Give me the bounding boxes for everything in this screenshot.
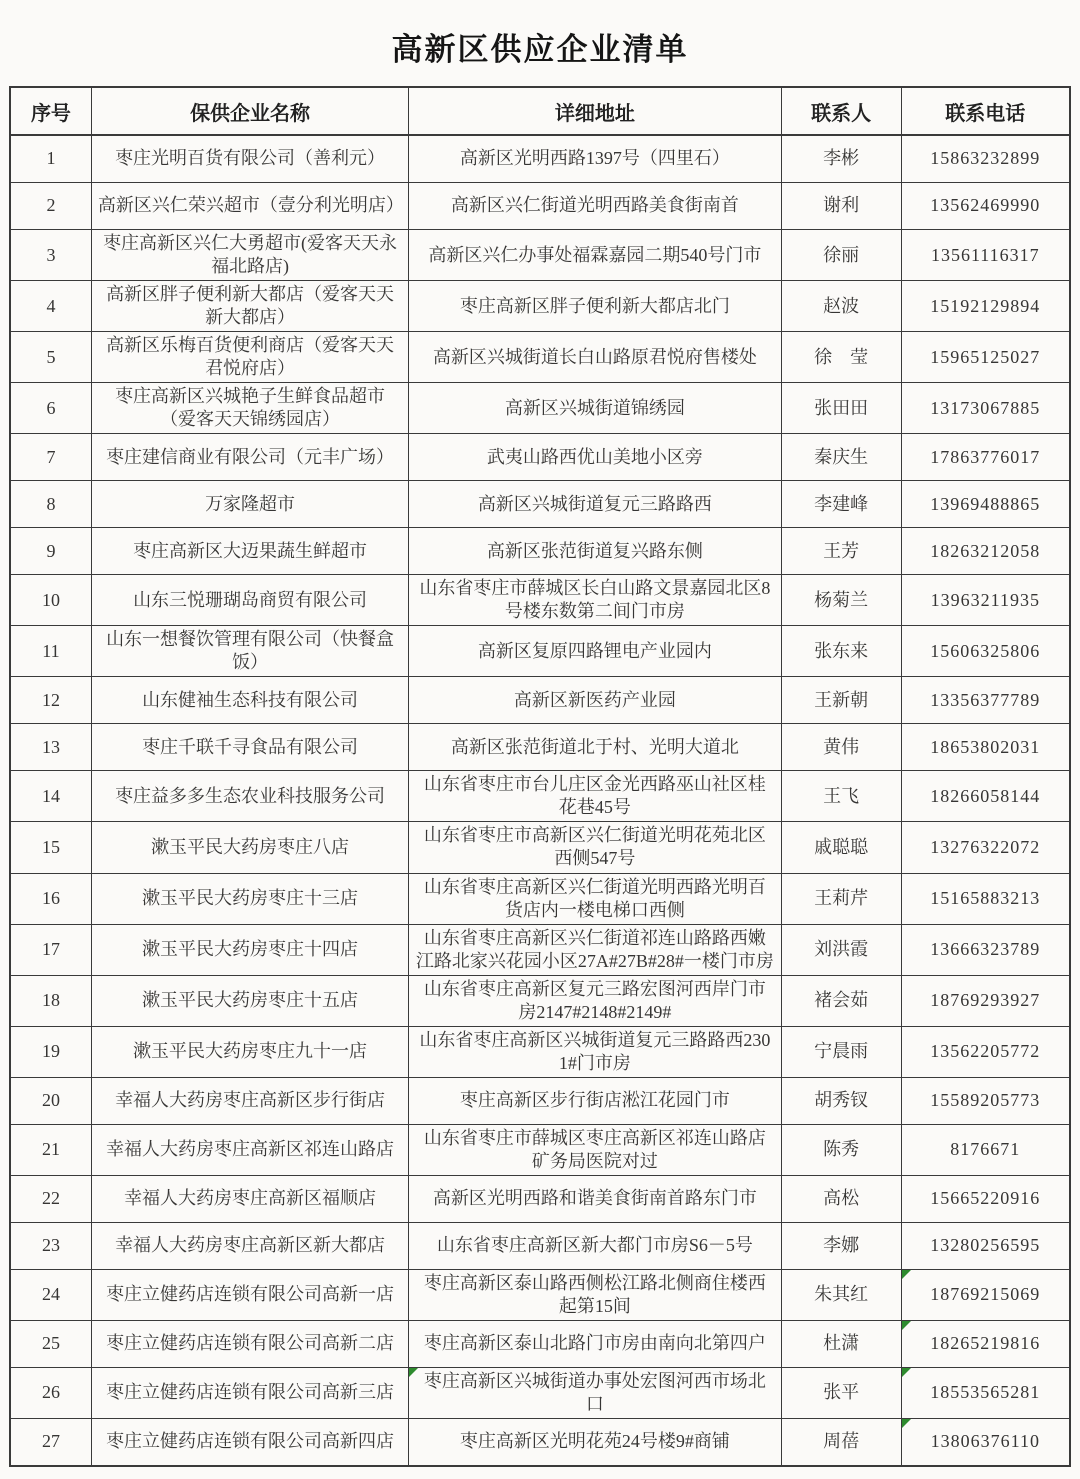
table-row bbox=[10, 873, 1070, 924]
address-cell: 高新区张范街道复兴路东侧 bbox=[409, 528, 781, 575]
phone-number-cell: 13562469990 bbox=[901, 183, 1070, 230]
table-row bbox=[10, 1222, 1070, 1269]
row-index-cell: 2 bbox=[10, 183, 91, 230]
table-row bbox=[10, 481, 1070, 528]
company-name-cell: 漱玉平民大药房枣庄十四店 bbox=[91, 924, 408, 975]
contact-name-cell: 赵波 bbox=[781, 281, 901, 332]
table-row bbox=[10, 677, 1070, 724]
company-name-cell: 漱玉平民大药房枣庄九十一店 bbox=[91, 1026, 408, 1077]
address-cell: 枣庄高新区光明花苑24号楼9#商铺 bbox=[409, 1418, 781, 1466]
phone-number-cell: 13963211935 bbox=[901, 575, 1070, 626]
phone-number-cell: 13806376110 bbox=[901, 1418, 1070, 1466]
phone-number-cell: 15665220916 bbox=[901, 1175, 1070, 1222]
supplier-table bbox=[9, 86, 1071, 1467]
company-name-cell: 幸福人大药房枣庄高新区祁连山路店 bbox=[91, 1124, 408, 1175]
header-row bbox=[10, 87, 1070, 135]
company-name-cell: 幸福人大药房枣庄高新区新大都店 bbox=[91, 1222, 408, 1269]
row-index-cell: 1 bbox=[10, 135, 91, 183]
contact-name-cell: 戚聪聪 bbox=[781, 822, 901, 873]
phone-number-cell: 13561116317 bbox=[901, 230, 1070, 281]
contact-name-cell: 张田田 bbox=[781, 383, 901, 434]
phone-number-cell: 17863776017 bbox=[901, 434, 1070, 481]
company-name-cell: 幸福人大药房枣庄高新区福顺店 bbox=[91, 1175, 408, 1222]
col-header-phone: 联系电话 bbox=[901, 87, 1070, 135]
table-row bbox=[10, 724, 1070, 771]
table-row bbox=[10, 1418, 1070, 1466]
phone-number-cell: 15165883213 bbox=[901, 873, 1070, 924]
row-index-cell: 24 bbox=[10, 1269, 91, 1320]
contact-name-cell: 徐 莹 bbox=[781, 332, 901, 383]
phone-number-cell: 13280256595 bbox=[901, 1222, 1070, 1269]
company-name-cell: 枣庄光明百货有限公司（善利元） bbox=[91, 135, 408, 183]
phone-number-cell: 18263212058 bbox=[901, 528, 1070, 575]
company-name-cell: 高新区胖子便利新大都店（爱客天天新大都店） bbox=[91, 281, 408, 332]
row-index-cell: 15 bbox=[10, 822, 91, 873]
row-index-cell: 3 bbox=[10, 230, 91, 281]
contact-name-cell: 王莉芹 bbox=[781, 873, 901, 924]
phone-number-cell: 15606325806 bbox=[901, 626, 1070, 677]
table-row bbox=[10, 1320, 1070, 1367]
row-index-cell: 27 bbox=[10, 1418, 91, 1466]
address-cell: 山东省枣庄高新区复元三路宏图河西岸门市房2147#2148#2149# bbox=[409, 975, 781, 1026]
company-name-cell: 山东一想餐饮管理有限公司（快餐盒饭） bbox=[91, 626, 408, 677]
table-row bbox=[10, 1367, 1070, 1418]
address-cell: 山东省枣庄高新区新大都门市房S6－5号 bbox=[409, 1222, 781, 1269]
table-row bbox=[10, 528, 1070, 575]
contact-name-cell: 周蓓 bbox=[781, 1418, 901, 1466]
company-name-cell: 枣庄建信商业有限公司（元丰广场） bbox=[91, 434, 408, 481]
table-row bbox=[10, 1124, 1070, 1175]
row-index-cell: 8 bbox=[10, 481, 91, 528]
row-index-cell: 25 bbox=[10, 1320, 91, 1367]
company-name-cell: 山东健袖生态科技有限公司 bbox=[91, 677, 408, 724]
contact-name-cell: 李建峰 bbox=[781, 481, 901, 528]
company-name-cell: 枣庄益多多生态农业科技服务公司 bbox=[91, 771, 408, 822]
phone-number-cell: 13562205772 bbox=[901, 1026, 1070, 1077]
company-name-cell: 枣庄立健药店连锁有限公司高新一店 bbox=[91, 1269, 408, 1320]
company-name-cell: 枣庄高新区兴城艳子生鲜食品超市（爱客天天锦绣园店） bbox=[91, 383, 408, 434]
contact-name-cell: 黄伟 bbox=[781, 724, 901, 771]
address-cell: 高新区光明西路1397号（四里石） bbox=[409, 135, 781, 183]
row-index-cell: 26 bbox=[10, 1367, 91, 1418]
table-row bbox=[10, 1269, 1070, 1320]
company-name-cell: 山东三悦珊瑚岛商贸有限公司 bbox=[91, 575, 408, 626]
address-cell: 山东省枣庄市台儿庄区金光西路巫山社区桂花巷45号 bbox=[409, 771, 781, 822]
company-name-cell: 万家隆超市 bbox=[91, 481, 408, 528]
col-header-name: 保供企业名称 bbox=[91, 87, 408, 135]
phone-number-cell: 15192129894 bbox=[901, 281, 1070, 332]
table-row bbox=[10, 332, 1070, 383]
table-row bbox=[10, 183, 1070, 230]
table-row bbox=[10, 771, 1070, 822]
address-cell: 山东省枣庄市薛城区长白山路文景嘉园北区8号楼东数第二间门市房 bbox=[409, 575, 781, 626]
address-cell: 高新区新医药产业园 bbox=[409, 677, 781, 724]
contact-name-cell: 刘洪霞 bbox=[781, 924, 901, 975]
address-cell: 山东省枣庄市高新区兴仁街道光明花苑北区西侧547号 bbox=[409, 822, 781, 873]
address-cell: 山东省枣庄高新区兴仁街道光明西路光明百货店内一楼电梯口西侧 bbox=[409, 873, 781, 924]
contact-name-cell: 杜潇 bbox=[781, 1320, 901, 1367]
address-cell: 山东省枣庄高新区兴仁街道祁连山路路西嫩江路北家兴花园小区27A#27B#28#一楼门市房 bbox=[409, 924, 781, 975]
company-name-cell: 漱玉平民大药房枣庄十五店 bbox=[91, 975, 408, 1026]
table-row bbox=[10, 626, 1070, 677]
page-title: 高新区供应企业清单 bbox=[391, 32, 689, 67]
row-index-cell: 16 bbox=[10, 873, 91, 924]
phone-number-cell: 13276322072 bbox=[901, 822, 1070, 873]
company-name-cell: 枣庄立健药店连锁有限公司高新二店 bbox=[91, 1320, 408, 1367]
company-name-cell: 漱玉平民大药房枣庄十三店 bbox=[91, 873, 408, 924]
phone-number-cell: 15863232899 bbox=[901, 135, 1070, 183]
address-cell: 武夷山路西优山美地小区旁 bbox=[409, 434, 781, 481]
phone-number-cell: 13969488865 bbox=[901, 481, 1070, 528]
contact-name-cell: 高松 bbox=[781, 1175, 901, 1222]
phone-number-cell: 18553565281 bbox=[901, 1367, 1070, 1418]
table-row bbox=[10, 383, 1070, 434]
contact-name-cell: 褚会茹 bbox=[781, 975, 901, 1026]
table-row bbox=[10, 434, 1070, 481]
address-cell: 枣庄高新区泰山北路门市房由南向北第四户 bbox=[409, 1320, 781, 1367]
phone-number-cell: 18769293927 bbox=[901, 975, 1070, 1026]
row-index-cell: 22 bbox=[10, 1175, 91, 1222]
address-cell: 山东省枣庄高新区兴城街道复元三路路西2301#门市房 bbox=[409, 1026, 781, 1077]
row-index-cell: 17 bbox=[10, 924, 91, 975]
row-index-cell: 13 bbox=[10, 724, 91, 771]
row-index-cell: 6 bbox=[10, 383, 91, 434]
address-cell: 高新区兴仁办事处福霖嘉园二期540号门市 bbox=[409, 230, 781, 281]
company-name-cell: 枣庄高新区兴仁大勇超市(爱客天天永福北路店) bbox=[91, 230, 408, 281]
address-cell: 高新区兴仁街道光明西路美食街南首 bbox=[409, 183, 781, 230]
row-index-cell: 21 bbox=[10, 1124, 91, 1175]
company-name-cell: 漱玉平民大药房枣庄八店 bbox=[91, 822, 408, 873]
row-index-cell: 20 bbox=[10, 1077, 91, 1124]
address-cell: 枣庄高新区泰山路西侧松江路北侧商住楼西起第15间 bbox=[409, 1269, 781, 1320]
table-row bbox=[10, 1175, 1070, 1222]
contact-name-cell: 徐丽 bbox=[781, 230, 901, 281]
table-row bbox=[10, 924, 1070, 975]
company-name-cell: 高新区乐梅百货便利商店（爱客天天君悦府店） bbox=[91, 332, 408, 383]
table-row bbox=[10, 230, 1070, 281]
row-index-cell: 5 bbox=[10, 332, 91, 383]
table-row bbox=[10, 135, 1070, 183]
table-body bbox=[10, 135, 1070, 1466]
address-cell: 枣庄高新区步行街店淞江花园门市 bbox=[409, 1077, 781, 1124]
col-header-contact: 联系人 bbox=[781, 87, 901, 135]
row-index-cell: 12 bbox=[10, 677, 91, 724]
phone-number-cell: 13356377789 bbox=[901, 677, 1070, 724]
contact-name-cell: 李娜 bbox=[781, 1222, 901, 1269]
address-cell: 高新区复原四路锂电产业园内 bbox=[409, 626, 781, 677]
company-name-cell: 枣庄立健药店连锁有限公司高新四店 bbox=[91, 1418, 408, 1466]
contact-name-cell: 陈秀 bbox=[781, 1124, 901, 1175]
contact-name-cell: 秦庆生 bbox=[781, 434, 901, 481]
contact-name-cell: 张平 bbox=[781, 1367, 901, 1418]
phone-number-cell: 18769215069 bbox=[901, 1269, 1070, 1320]
table-row bbox=[10, 1077, 1070, 1124]
address-cell: 山东省枣庄市薛城区枣庄高新区祁连山路店矿务局医院对过 bbox=[409, 1124, 781, 1175]
contact-name-cell: 朱其红 bbox=[781, 1269, 901, 1320]
row-index-cell: 19 bbox=[10, 1026, 91, 1077]
address-cell: 高新区兴城街道复元三路路西 bbox=[409, 481, 781, 528]
company-name-cell: 幸福人大药房枣庄高新区步行街店 bbox=[91, 1077, 408, 1124]
table-row bbox=[10, 281, 1070, 332]
phone-number-cell: 15589205773 bbox=[901, 1077, 1070, 1124]
table-row bbox=[10, 822, 1070, 873]
contact-name-cell: 李彬 bbox=[781, 135, 901, 183]
phone-number-cell: 13666323789 bbox=[901, 924, 1070, 975]
table-row bbox=[10, 575, 1070, 626]
phone-number-cell: 13173067885 bbox=[901, 383, 1070, 434]
address-cell: 枣庄高新区胖子便利新大都店北门 bbox=[409, 281, 781, 332]
row-index-cell: 9 bbox=[10, 528, 91, 575]
contact-name-cell: 王芳 bbox=[781, 528, 901, 575]
company-name-cell: 枣庄高新区大迈果蔬生鲜超市 bbox=[91, 528, 408, 575]
company-name-cell: 枣庄千联千寻食品有限公司 bbox=[91, 724, 408, 771]
contact-name-cell: 杨菊兰 bbox=[781, 575, 901, 626]
address-cell: 高新区光明西路和谐美食街南首路东门市 bbox=[409, 1175, 781, 1222]
address-cell: 枣庄高新区兴城街道办事处宏图河西市场北口 bbox=[409, 1367, 781, 1418]
table-row bbox=[10, 975, 1070, 1026]
phone-number-cell: 18266058144 bbox=[901, 771, 1070, 822]
phone-number-cell: 8176671 bbox=[901, 1124, 1070, 1175]
contact-name-cell: 宁晨雨 bbox=[781, 1026, 901, 1077]
contact-name-cell: 谢利 bbox=[781, 183, 901, 230]
row-index-cell: 23 bbox=[10, 1222, 91, 1269]
phone-number-cell: 15965125027 bbox=[901, 332, 1070, 383]
col-header-address: 详细地址 bbox=[409, 87, 781, 135]
row-index-cell: 4 bbox=[10, 281, 91, 332]
phone-number-cell: 18265219816 bbox=[901, 1320, 1070, 1367]
address-cell: 高新区兴城街道锦绣园 bbox=[409, 383, 781, 434]
address-cell: 高新区兴城街道长白山路原君悦府售楼处 bbox=[409, 332, 781, 383]
row-index-cell: 14 bbox=[10, 771, 91, 822]
row-index-cell: 18 bbox=[10, 975, 91, 1026]
row-index-cell: 10 bbox=[10, 575, 91, 626]
table-row bbox=[10, 1026, 1070, 1077]
company-name-cell: 高新区兴仁荣兴超市（壹分利光明店） bbox=[91, 183, 408, 230]
address-cell: 高新区张范街道北于村、光明大道北 bbox=[409, 724, 781, 771]
contact-name-cell: 张东来 bbox=[781, 626, 901, 677]
row-index-cell: 11 bbox=[10, 626, 91, 677]
col-header-index: 序号 bbox=[10, 87, 91, 135]
phone-number-cell: 18653802031 bbox=[901, 724, 1070, 771]
row-index-cell: 7 bbox=[10, 434, 91, 481]
contact-name-cell: 胡秀钗 bbox=[781, 1077, 901, 1124]
contact-name-cell: 王飞 bbox=[781, 771, 901, 822]
contact-name-cell: 王新朝 bbox=[781, 677, 901, 724]
company-name-cell: 枣庄立健药店连锁有限公司高新三店 bbox=[91, 1367, 408, 1418]
